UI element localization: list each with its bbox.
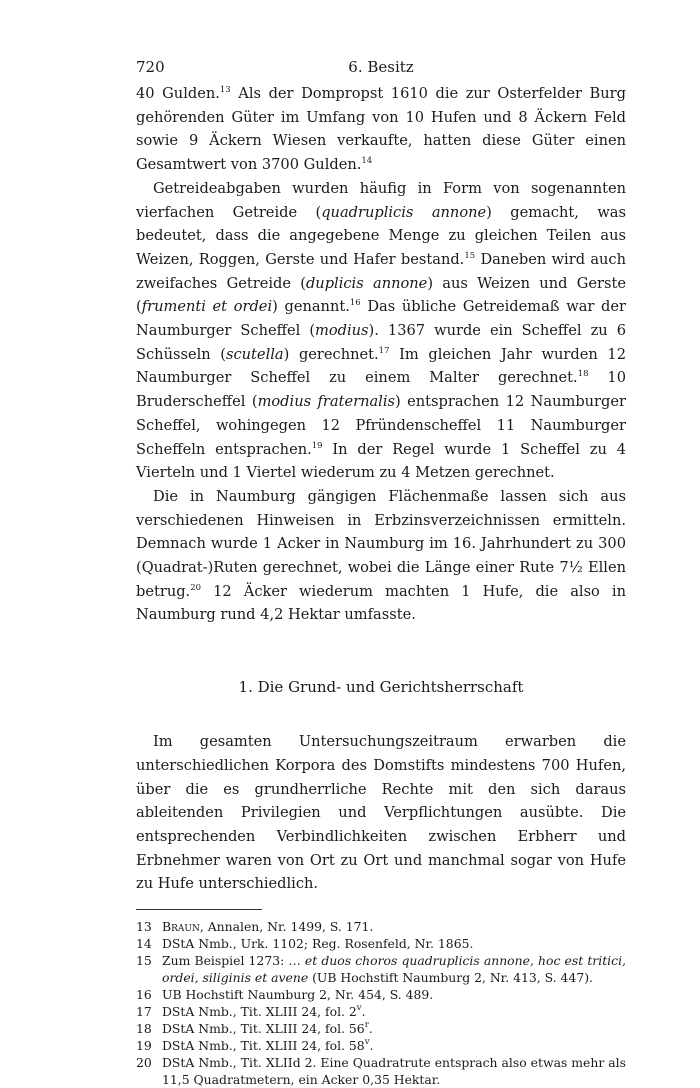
footnote: 15 Zum Beispiel 1273: … et duos choros quadruplicis annone, hoc est tritici, ordei, siliginis et avene (UB Hochstift Naumburg 2, Nr. 413, S. 447). (136, 953, 626, 986)
running-head (136, 58, 626, 82)
paragraph-1: 40 Gulden.$^{13}$ Als der Dompropst 1610 die zur Osterfelder Burg gehörenden Güter im Umfang von 10 Hufen und 8 Äckern Feld sowie 9 Äckern Wiesen verkaufte, hatten diese Güter einen Gesamtwert von 3700 Gulden.$^{14}$ (136, 85, 626, 174)
footnote-ref-14[interactable]: 14 (361, 156, 373, 167)
footnote: 17 DStA Nmb., Tit. XLIII 24, fol. 2$^v$. (136, 1003, 366, 1020)
paragraph-3: Die in Naumburg gängigen Flächenmaße lassen sich aus verschiedenen Hinweisen in Erbzinsverzeichnissen ermitteln. Demnach wurde 1 Acker in Naumburg im 16. Jahrhundert zu 300 (Quadrat-)Ruten gerechnet, wobei die Länge einer Rute 7½ Ellen betrug.$^{20}$ 12 Äcker wiederum machten 1 Hufe, die also in Naumburg rund 4,2 Hektar umfasste. (136, 487, 626, 624)
footnote: 19 DStA Nmb., Tit. XLIII 24, fol. 58$^v$. (136, 1037, 374, 1054)
footnote: 14 DStA Nmb., Urk. 1102; Reg. Rosenfeld, Nr. 1865. (136, 936, 474, 952)
footnote-ref-15[interactable]: 15 (464, 250, 476, 261)
footnote-ref-17[interactable]: 17 (378, 345, 390, 356)
footnotes (136, 918, 626, 1088)
footnote-divider (136, 909, 262, 910)
chapter-title: 6. Besitz (348, 58, 414, 76)
footnote: 20 DStA Nmb., Tit. XLIId 2. Eine Quadratrute entsprach also etwas mehr als 11,5 Quadratmetern, ein Acker 0,35 Hektar. (136, 1055, 626, 1088)
footnote-ref-16[interactable]: 16 (349, 298, 361, 309)
footnote-ref-19[interactable]: 19 (311, 440, 323, 451)
footnote-ref-20[interactable]: 20 (190, 582, 202, 593)
paragraph-2: Getreideabgaben wurden häufig in Form von sogenannten vierfachen Getreide (quadruplicis annone) gemacht, was bedeutet, dass die angegebene Menge zu gleichen Teilen aus Weizen, Roggen, Gerste und Hafer bestand.$^{15}$ Daneben wird auch zweifaches Getreide (duplicis annone) aus Weizen und Gerste (frumenti et ordei) genannt.$^{16}$ Das übliche Getreidemaß war der Naumburger Scheffel (modius). 1367 wurde ein Scheffel zu 6 Schüsseln (scutella) gerechnet.$^{17}$ Im gleichen Jahr wurden 12 Naumburger Scheffel zu einem Malter gerechnet.$^{18}$ 10 Bruderscheffel (modius fraternalis) entsprachen 12 Naumburger Scheffel, wohingegen 12 Pfründenscheffel 11 Naumburger Scheffeln entsprachen.$^{19}$ In der Regel wurde 1 Scheffel zu 4 Vierteln und 1 Viertel wiederum zu 4 Metzen gerechnet. (136, 179, 626, 482)
paragraph-4: Im gesamten Untersuchungszeitraum erwarben die unterschiedlichen Korpora des Domstifts mindestens 700 Hufen, über die es grundherrliche Rechte mit den sich daraus ableitenden Privilegien und Verpflichtungen ausübte. Die entsprechenden Verbindlichkeiten zwischen Erbherr und Erbnehmer waren von Ort zu Ort und manchmal sogar von Hufe zu Hufe unterschiedlich. (136, 733, 626, 893)
footnote: 18 DStA Nmb., Tit. XLIII 24, fol. 56$^r$. (136, 1020, 373, 1037)
footnote-ref-18[interactable]: 18 (577, 369, 589, 380)
page-number: 720 (136, 58, 165, 76)
footnote: 13 Braun, Annalen, Nr. 1499, S. 171. (136, 919, 374, 935)
book-page (136, 58, 626, 1088)
footnote: 16 UB Hochstift Naumburg 2, Nr. 454, S. 489. (136, 987, 434, 1003)
section-heading: 1. Die Grund- und Gerichtsherrschaft (238, 678, 524, 697)
footnote-ref-13[interactable]: 13 (219, 85, 231, 95)
